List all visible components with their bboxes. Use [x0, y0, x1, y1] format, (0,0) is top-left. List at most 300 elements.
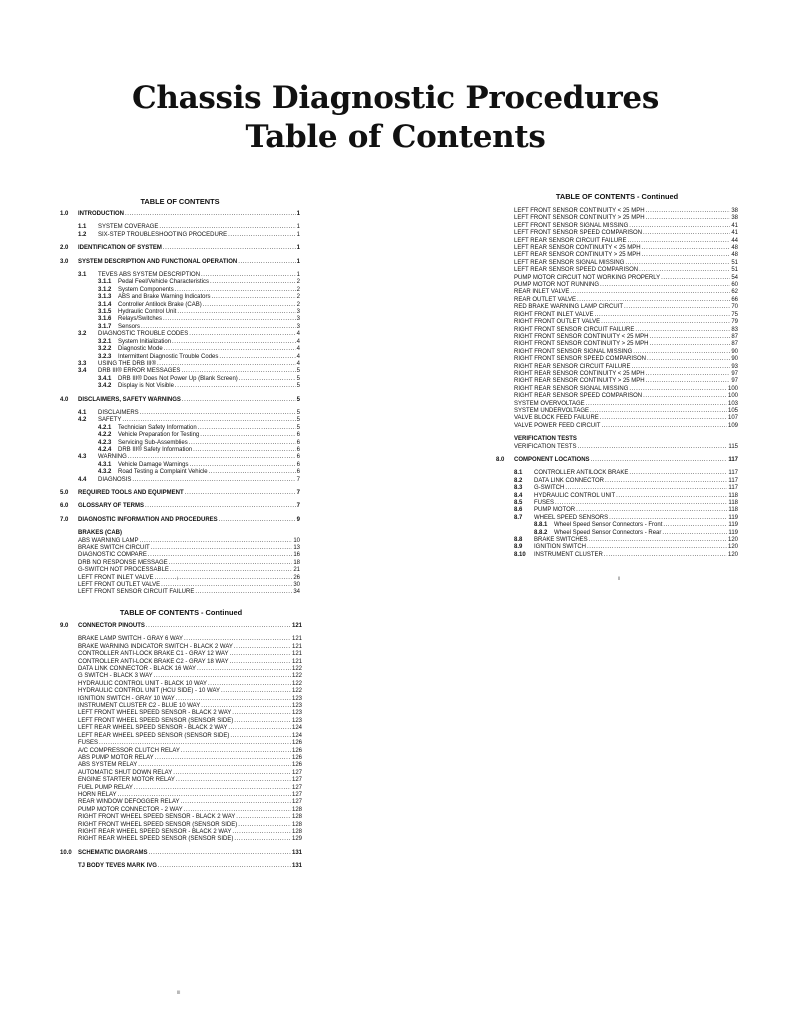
- toc-entry[interactable]: [60, 331, 300, 338]
- toc-entry[interactable]: [60, 850, 302, 857]
- toc-entry-title: Relays/Switches: [118, 316, 163, 323]
- toc-entry[interactable]: [496, 485, 738, 492]
- toc-entry[interactable]: [496, 223, 738, 230]
- toc-entry-number: 8.6: [514, 507, 523, 514]
- toc-entry-title: REAR WINDOW DEFOGGER RELAY: [78, 799, 180, 806]
- toc-entry[interactable]: [496, 507, 738, 514]
- toc-entry-title: LEFT FRONT WHEEL SPEED SENSOR - BLACK 2 WAY: [78, 710, 232, 717]
- toc-entry[interactable]: [496, 408, 738, 415]
- toc-entry-number: 8.4: [514, 492, 523, 499]
- page-number-mark: i: [177, 576, 179, 582]
- toc-entry[interactable]: [60, 447, 300, 454]
- toc-leader-dots: [134, 785, 291, 792]
- toc-entry-title: BRAKE LAMP SWITCH - GRAY 6 WAY: [78, 636, 184, 643]
- toc-entry[interactable]: [60, 309, 300, 316]
- toc-entry[interactable]: [60, 417, 300, 424]
- toc-entry[interactable]: [60, 829, 302, 836]
- toc-entry-page: 115: [728, 443, 738, 450]
- toc-entry-title: LEFT FRONT OUTLET VALVE: [78, 582, 161, 589]
- toc-entry-title: LEFT FRONT SENSOR CONTINUITY < 25 MPH: [514, 208, 645, 214]
- toc-entry[interactable]: [496, 401, 738, 408]
- toc-entry[interactable]: [60, 777, 302, 784]
- toc-entry[interactable]: [60, 755, 302, 762]
- toc-entry-number: 4.2.1: [98, 424, 112, 431]
- toc-entry[interactable]: [496, 267, 738, 274]
- toc-leader-dots: [600, 282, 730, 289]
- toc-leader-dots: [639, 267, 730, 274]
- toc-entry[interactable]: [60, 799, 302, 806]
- toc-entry-title: Pedal Feel/Vehicle Characteristics: [118, 279, 210, 286]
- toc-entry-title: INSTRUMENT CLUSTER C2 - BLUE 10 WAY: [78, 703, 201, 710]
- toc-leader-dots: [601, 423, 727, 430]
- toc-entry[interactable]: [60, 339, 300, 346]
- toc-entry-number: 4.3.2: [98, 469, 112, 476]
- toc-entry[interactable]: [60, 740, 302, 747]
- toc-entry-page: 118: [728, 500, 738, 507]
- toc-entry[interactable]: [60, 560, 300, 567]
- toc-entry-page: 70: [731, 304, 738, 311]
- toc-entry-page: 126: [291, 754, 302, 761]
- toc-entry[interactable]: [60, 354, 300, 361]
- toc-entry-title: DISCLAIMERS, SAFETY WARNINGS: [78, 396, 181, 403]
- toc-entry-title: LEFT FRONT SENSOR CIRCUIT FAILURE: [78, 589, 195, 596]
- toc-leader-dots: [590, 408, 727, 415]
- toc-leader-dots: [212, 294, 296, 301]
- toc-entry[interactable]: [496, 493, 738, 500]
- toc-entry[interactable]: [496, 444, 738, 451]
- toc-entry[interactable]: [60, 294, 300, 301]
- toc-entry[interactable]: [496, 457, 738, 464]
- toc-entry[interactable]: [496, 312, 738, 319]
- toc-entry-page: 18: [293, 559, 300, 566]
- toc-entry[interactable]: [60, 822, 302, 829]
- toc-entry-page: 121: [291, 651, 302, 658]
- toc-entry[interactable]: [496, 275, 738, 282]
- toc-leader-dots: [631, 364, 730, 371]
- toc-entry[interactable]: [60, 659, 302, 666]
- toc-entry-page: 105: [727, 407, 738, 414]
- toc-entry[interactable]: [60, 545, 300, 552]
- toc-entry[interactable]: [60, 211, 300, 218]
- toc-entry[interactable]: [496, 386, 738, 393]
- toc-entry[interactable]: [496, 289, 738, 296]
- toc-entry[interactable]: [496, 319, 738, 326]
- toc-leader-dots: [591, 457, 728, 464]
- toc-entry-title: Vehicle Preparation for Testing: [118, 432, 200, 439]
- toc-entry[interactable]: [60, 814, 302, 821]
- toc-entry-page: 79: [731, 319, 738, 326]
- toc-entry-page: 3: [296, 323, 300, 330]
- toc-entry-page: 10: [293, 537, 300, 544]
- toc-entry[interactable]: [496, 356, 738, 363]
- toc-entry[interactable]: [496, 238, 738, 245]
- toc-entry[interactable]: [60, 582, 300, 589]
- toc-entry-title: FUSES: [534, 500, 555, 507]
- toc-entry-page: 109: [727, 422, 738, 429]
- toc-entry[interactable]: [60, 440, 300, 447]
- toc-entry-title: Sensors: [118, 323, 141, 330]
- toc-entry-page: 38: [731, 215, 738, 222]
- toc-entry-title: RIGHT FRONT WHEEL SPEED SENSOR - BLACK 2 WAY: [78, 814, 236, 821]
- toc-entry-number: 3.2.3: [98, 353, 112, 360]
- toc-entry[interactable]: [60, 651, 302, 658]
- toc-entry[interactable]: [496, 245, 738, 252]
- toc-entry[interactable]: [60, 517, 300, 524]
- toc-entry[interactable]: [60, 696, 302, 703]
- toc-entry-page: 44: [731, 237, 738, 244]
- toc-entry-title: DATA LINK CONNECTOR: [534, 477, 605, 484]
- toc-entry-title: PUMP MOTOR NOT RUNNING: [514, 282, 600, 289]
- toc-entry-page: 83: [731, 326, 738, 333]
- toc-entry-title: BRAKE SWITCHES: [534, 537, 588, 544]
- toc-entry[interactable]: [60, 636, 302, 643]
- toc-leader-dots: [170, 567, 292, 574]
- toc-entry[interactable]: [60, 710, 302, 717]
- toc-leader-dots: [577, 444, 727, 451]
- toc-entry[interactable]: [496, 415, 738, 422]
- toc-entry-page: 75: [731, 311, 738, 318]
- toc-entry-page: 124: [291, 725, 302, 732]
- toc-entry-page: 38: [731, 208, 738, 214]
- toc-leader-dots: [661, 275, 730, 282]
- toc-entry[interactable]: [60, 272, 300, 279]
- toc-leader-dots: [181, 799, 291, 806]
- toc-entry[interactable]: [60, 410, 300, 417]
- toc-entry-page: 5: [296, 383, 300, 390]
- toc-entry[interactable]: [496, 500, 738, 507]
- toc-entry[interactable]: [60, 462, 300, 469]
- toc-entry-title: Vehicle Damage Warnings: [118, 461, 189, 468]
- toc-entry[interactable]: [60, 807, 302, 814]
- toc-entry[interactable]: [496, 544, 738, 551]
- toc-entry-number: 1.1: [78, 224, 87, 231]
- toc-entry[interactable]: [60, 863, 302, 870]
- toc-entry[interactable]: [496, 537, 738, 544]
- toc-entry-page: 1: [296, 231, 300, 238]
- toc-entry[interactable]: [60, 703, 302, 710]
- toc-entry-title: CONTROLLER ANTILOCK BRAKE: [534, 470, 629, 477]
- toc-entry-title: RIGHT FRONT WHEEL SPEED SENSOR (SENSOR SIDE): [78, 821, 238, 828]
- toc-entry[interactable]: [60, 469, 300, 476]
- toc-entry-title: RIGHT FRONT SENSOR CONTINUITY < 25 MPH: [514, 333, 649, 340]
- toc-heading-continued: TABLE OF CONTENTS - Continued: [119, 608, 243, 617]
- toc-entry[interactable]: [60, 589, 300, 596]
- toc-leader-dots: [229, 659, 291, 666]
- toc-leader-dots: [118, 792, 291, 799]
- toc-entry-number: 4.4: [78, 476, 87, 483]
- toc-entry-number: 3.4: [78, 368, 87, 375]
- toc-entry-number: 8.3: [514, 485, 523, 492]
- toc-entry[interactable]: [60, 792, 302, 799]
- toc-entry-page: 62: [731, 289, 738, 296]
- toc-entry-title: WHEEL SPEED SENSORS: [534, 514, 609, 521]
- toc-entry[interactable]: [60, 361, 300, 368]
- toc-entry-page: 123: [291, 717, 302, 724]
- toc-entry-title: PUMP MOTOR CONNECTOR - 2 WAY: [78, 806, 183, 813]
- toc-entry[interactable]: [496, 304, 738, 311]
- toc-entry-page: 126: [291, 747, 302, 754]
- toc-leader-dots: [164, 346, 296, 353]
- toc-entry[interactable]: [60, 232, 300, 239]
- toc-entry[interactable]: [60, 490, 300, 497]
- toc-entry-page: 51: [731, 267, 738, 274]
- toc-entry-number: 3.1.4: [98, 301, 112, 308]
- toc-entry[interactable]: [496, 470, 738, 477]
- toc-entry[interactable]: [496, 552, 738, 559]
- toc-entry-page: 4: [296, 331, 300, 338]
- toc-leader-dots: [594, 312, 730, 319]
- toc-leader-dots: [234, 836, 291, 843]
- toc-entry[interactable]: [60, 376, 300, 383]
- toc-entry-title: IGNITION SWITCH - GRAY 10 WAY: [78, 695, 175, 702]
- toc-entry[interactable]: [496, 215, 738, 222]
- toc-leader-dots: [625, 260, 730, 267]
- toc-entry[interactable]: [496, 423, 738, 430]
- toc-leader-dots: [140, 410, 296, 417]
- toc-entry[interactable]: [496, 530, 738, 537]
- toc-entry[interactable]: [60, 503, 300, 510]
- toc-entry-title: DIAGNOSIS: [98, 476, 132, 483]
- toc-entry-number: 3.1.6: [98, 316, 112, 323]
- toc-entry-title: RIGHT FRONT INLET VALVE: [514, 311, 594, 318]
- toc-entry[interactable]: [496, 364, 738, 371]
- toc-entry-title: HORN RELAY: [78, 791, 117, 798]
- toc-entry-page: 7: [296, 503, 300, 510]
- toc-entry[interactable]: [60, 316, 300, 323]
- toc-leader-dots: [616, 493, 727, 500]
- toc-entry-page: 93: [731, 363, 738, 370]
- toc-entry[interactable]: [60, 397, 300, 404]
- toc-entry[interactable]: [60, 762, 302, 769]
- toc-entry[interactable]: [60, 688, 302, 695]
- toc-leader-dots: [232, 829, 291, 836]
- toc-entry[interactable]: [496, 515, 738, 522]
- toc-entry[interactable]: [496, 260, 738, 267]
- toc-entry-title: DIAGNOSTIC COMPARE: [78, 552, 147, 559]
- toc-entry-title: DRB III® Safety Information: [118, 446, 193, 453]
- toc-entry-title: System Initialization: [118, 338, 172, 345]
- toc-leader-dots: [128, 454, 296, 461]
- toc-entry-number: 8.2: [514, 477, 523, 484]
- toc-leader-dots: [176, 696, 291, 703]
- toc-leader-dots: [151, 545, 293, 552]
- toc-entry[interactable]: [60, 538, 300, 545]
- toc-entry-page: 122: [291, 688, 302, 695]
- toc-entry-number: 4.2: [78, 417, 87, 424]
- toc-entry-title: PUMP MOTOR: [534, 507, 576, 514]
- toc-leader-dots: [141, 324, 296, 331]
- toc-entry-number: 3.1.7: [98, 323, 112, 330]
- toc-entry[interactable]: [496, 208, 738, 215]
- toc-entry-title: Wheel Speed Sensor Connectors - Front: [554, 522, 663, 529]
- toc-leader-dots: [650, 334, 731, 341]
- toc-entry-page: 7: [296, 476, 300, 483]
- toc-entry-title: LEFT REAR WHEEL SPEED SENSOR - BLACK 2 WAY: [78, 725, 228, 732]
- toc-entry-page: 2: [296, 294, 300, 301]
- toc-entry[interactable]: [60, 368, 300, 375]
- toc-entry-page: 16: [293, 552, 300, 559]
- toc-entry-title: LEFT REAR WHEEL SPEED SENSOR (SENSOR SIDE): [78, 732, 230, 739]
- toc-entry-title: VERIFICATION TESTS: [514, 443, 577, 450]
- toc-entry-page: 124: [291, 732, 302, 739]
- toc-heading-continued: TABLE OF CONTENTS - Continued: [555, 192, 679, 201]
- toc-entry-title: RIGHT REAR SENSOR CIRCUIT FAILURE: [514, 363, 631, 370]
- toc-entry-number: 8.7: [514, 514, 523, 521]
- toc-entry-title: LEFT FRONT SENSOR SIGNAL MISSING: [514, 222, 629, 229]
- toc-leader-dots: [605, 478, 727, 485]
- toc-entry[interactable]: [496, 334, 738, 341]
- toc-leader-dots: [570, 289, 730, 296]
- toc-leader-dots: [195, 589, 292, 596]
- toc-entry-page: 51: [731, 259, 738, 266]
- toc-leader-dots: [185, 490, 296, 497]
- toc-entry-page: 6: [296, 469, 300, 476]
- toc-entry-title: TEVES ABS SYSTEM DESCRIPTION: [98, 272, 201, 279]
- toc-entry-page: 120: [727, 551, 738, 558]
- toc-entry[interactable]: [60, 725, 302, 732]
- toc-entry-page: 97: [731, 378, 738, 385]
- toc-entry-number: 8.8.2: [534, 529, 548, 536]
- toc-leader-dots: [163, 245, 296, 252]
- toc-entry-number: 4.3: [78, 454, 87, 461]
- toc-leader-dots: [122, 417, 295, 424]
- toc-entry[interactable]: [496, 282, 738, 289]
- toc-entry[interactable]: [496, 230, 738, 237]
- toc-entry[interactable]: [60, 259, 300, 266]
- toc-entry[interactable]: [496, 371, 738, 378]
- toc-leader-dots: [627, 238, 730, 245]
- toc-leader-dots: [184, 807, 291, 814]
- toc-entry-page: 5: [296, 368, 300, 375]
- toc-leader-dots: [234, 718, 291, 725]
- toc-entry-page: 13: [293, 545, 300, 552]
- toc-entry[interactable]: [496, 327, 738, 334]
- toc-entry-number: 6.0: [60, 503, 69, 510]
- toc-entry-page: 54: [731, 274, 738, 281]
- toc-entry[interactable]: [496, 393, 738, 400]
- toc-entry-title: RIGHT FRONT SENSOR CONTINUITY > 25 MPH: [514, 341, 649, 348]
- toc-entry[interactable]: [60, 733, 302, 740]
- toc-group-heading: VERIFICATION TESTS: [514, 436, 577, 443]
- toc-entry-title: LEFT REAR SENSOR CIRCUIT FAILURE: [514, 237, 627, 244]
- toc-entry[interactable]: [60, 454, 300, 461]
- toc-entry-number: 3.2.2: [98, 346, 112, 353]
- toc-entry-page: 103: [727, 400, 738, 407]
- toc-entry-title: INTRODUCTION: [78, 211, 124, 217]
- toc-entry[interactable]: [60, 279, 300, 286]
- toc-entry-page: 117: [728, 470, 738, 477]
- toc-entry[interactable]: [60, 324, 300, 331]
- toc-leader-dots: [132, 477, 295, 484]
- toc-entry-number: 8.9: [514, 544, 523, 551]
- toc-entry-page: 117: [728, 477, 738, 484]
- toc-entry[interactable]: [60, 644, 302, 651]
- toc-entry-page: 3: [296, 316, 300, 323]
- toc-entry[interactable]: [496, 478, 738, 485]
- toc-entry[interactable]: [60, 785, 302, 792]
- toc-entry-title: LEFT REAR SENSOR CONTINUITY < 25 MPH: [514, 245, 641, 252]
- toc-leader-dots: [228, 232, 296, 239]
- toc-entry-title: LEFT REAR SENSOR SPEED COMPARISON: [514, 267, 639, 274]
- toc-entry[interactable]: [60, 224, 300, 231]
- toc-entry[interactable]: [60, 770, 302, 777]
- toc-entry-page: 26: [293, 574, 300, 581]
- toc-leader-dots: [189, 331, 295, 338]
- toc-entry[interactable]: [60, 302, 300, 309]
- toc-entry[interactable]: [496, 341, 738, 348]
- toc-entry[interactable]: [60, 432, 300, 439]
- toc-entry[interactable]: [60, 681, 302, 688]
- toc-entry[interactable]: [496, 252, 738, 259]
- toc-leader-dots: [236, 814, 291, 821]
- toc-entry[interactable]: [60, 287, 300, 294]
- toc-leader-dots: [173, 770, 291, 777]
- toc-entry[interactable]: [60, 575, 300, 582]
- toc-entry[interactable]: [60, 567, 300, 574]
- toc-entry[interactable]: [60, 718, 302, 725]
- page-number-mark: iii: [177, 990, 181, 996]
- toc-entry[interactable]: [60, 748, 302, 755]
- toc-entry-title: CONTROLLER ANTI-LOCK BRAKE C1 - GRAY 12 WAY: [78, 651, 229, 658]
- toc-leader-dots: [662, 530, 727, 537]
- toc-leader-dots: [650, 341, 731, 348]
- toc-entry-title: INSTRUMENT CLUSTER: [534, 551, 603, 558]
- toc-entry[interactable]: [496, 378, 738, 385]
- toc-entry[interactable]: [496, 522, 738, 529]
- toc-entry-number: 7.0: [60, 516, 69, 523]
- toc-entry-title: A/C COMPRESSOR CLUTCH RELAY: [78, 747, 180, 754]
- toc-entry-title: RIGHT FRONT SENSOR SIGNAL MISSING: [514, 348, 633, 355]
- toc-entry-page: 127: [291, 784, 302, 791]
- toc-entry-page: 4: [296, 338, 300, 345]
- toc-entry-title: HYDRAULIC CONTROL UNIT: [534, 492, 616, 499]
- toc-leader-dots: [175, 287, 296, 294]
- toc-entry[interactable]: [496, 349, 738, 356]
- toc-entry-page: 87: [731, 333, 738, 340]
- toc-entry[interactable]: [60, 346, 300, 353]
- toc-entry[interactable]: [60, 673, 302, 680]
- toc-entry-title: FUEL PUMP RELAY: [78, 784, 133, 791]
- toc-entry-title: SAFETY: [98, 417, 122, 424]
- toc-entry-number: 3.1.3: [98, 294, 112, 301]
- toc-leader-dots: [145, 503, 296, 510]
- toc-entry-title: IGNITION SWITCH: [534, 544, 586, 551]
- toc-entry[interactable]: [60, 383, 300, 390]
- toc-entry[interactable]: [60, 245, 300, 252]
- toc-leader-dots: [586, 401, 727, 408]
- toc-entry[interactable]: [60, 836, 302, 843]
- toc-leader-dots: [154, 673, 291, 680]
- toc-entry-title: G-SWITCH: [534, 485, 565, 492]
- toc-entry[interactable]: [60, 623, 302, 630]
- toc-entry-page: 6: [296, 432, 300, 439]
- toc-leader-dots: [589, 537, 727, 544]
- toc-leader-dots: [600, 415, 727, 422]
- toc-entry[interactable]: [60, 425, 300, 432]
- toc-entry[interactable]: [60, 552, 300, 559]
- toc-entry[interactable]: [60, 477, 300, 484]
- toc-entry[interactable]: [60, 666, 302, 673]
- toc-entry-title: REQUIRED TOOLS AND EQUIPMENT: [78, 490, 184, 496]
- toc-entry-title: RIGHT FRONT SENSOR SPEED COMPARISON: [514, 356, 647, 363]
- toc-entry[interactable]: [496, 297, 738, 304]
- toc-entry-title: GLOSSARY OF TERMS: [78, 503, 145, 510]
- toc-leader-dots: [99, 740, 291, 747]
- toc-entry-page: 48: [731, 252, 738, 259]
- toc-entry-page: 127: [291, 769, 302, 776]
- toc-entry-title: SCHEMATIC DIAGRAMS: [78, 849, 148, 856]
- toc-leader-dots: [197, 666, 291, 673]
